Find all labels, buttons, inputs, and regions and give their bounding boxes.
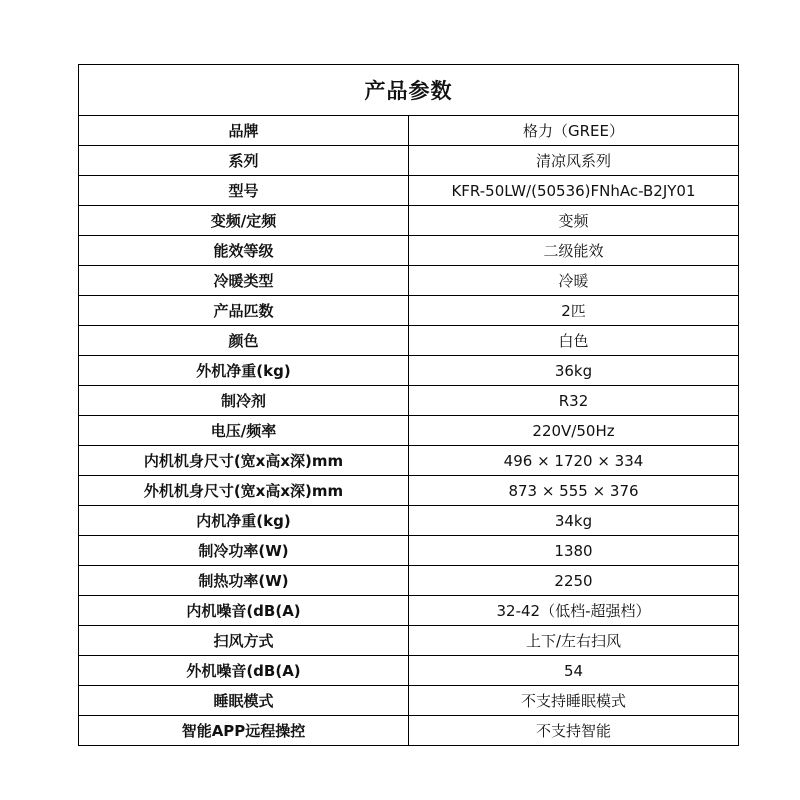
- spec-row-horsepower: [79, 296, 739, 326]
- spec-row-heating-type: [79, 266, 739, 296]
- product-spec-table: [78, 64, 739, 746]
- spec-row-brand: [79, 116, 739, 146]
- spec-row-heating-power: [79, 566, 739, 596]
- spec-row-outdoor-dimensions: [79, 476, 739, 506]
- spec-row-indoor-noise: [79, 596, 739, 626]
- spec-label: 制冷剂: [79, 386, 409, 416]
- spec-value: 变频: [409, 206, 739, 236]
- spec-label: 系列: [79, 146, 409, 176]
- spec-row-app-control: [79, 716, 739, 746]
- spec-label: 睡眠模式: [79, 686, 409, 716]
- spec-label: 电压/频率: [79, 416, 409, 446]
- spec-label: 变频/定频: [79, 206, 409, 236]
- spec-label: 制冷功率(W): [79, 536, 409, 566]
- spec-row-model: [79, 176, 739, 206]
- spec-value: 二级能效: [409, 236, 739, 266]
- spec-table-body: [79, 65, 739, 746]
- spec-row-voltage: [79, 416, 739, 446]
- spec-value: 冷暖: [409, 266, 739, 296]
- spec-label: 外机机身尺寸(宽x高x深)mm: [79, 476, 409, 506]
- spec-label: 内机净重(kg): [79, 506, 409, 536]
- spec-value: R32: [409, 386, 739, 416]
- spec-label: 外机噪音(dB(A): [79, 656, 409, 686]
- spec-value: KFR-50LW/(50536)FNhAc-B2JY01: [409, 176, 739, 206]
- spec-label: 内机噪音(dB(A): [79, 596, 409, 626]
- spec-row-swing-mode: [79, 626, 739, 656]
- spec-label: 型号: [79, 176, 409, 206]
- spec-value: 2250: [409, 566, 739, 596]
- spec-row-energy-rating: [79, 236, 739, 266]
- spec-label: 冷暖类型: [79, 266, 409, 296]
- spec-value: 白色: [409, 326, 739, 356]
- spec-label: 智能APP远程操控: [79, 716, 409, 746]
- table-title: 产品参数: [79, 65, 739, 116]
- spec-value: 不支持智能: [409, 716, 739, 746]
- spec-value: 36kg: [409, 356, 739, 386]
- spec-label: 品牌: [79, 116, 409, 146]
- spec-row-series: [79, 146, 739, 176]
- spec-value: 873 × 555 × 376: [409, 476, 739, 506]
- spec-row-refrigerant: [79, 386, 739, 416]
- spec-value: 32-42（低档-超强档）: [409, 596, 739, 626]
- spec-value: 上下/左右扫风: [409, 626, 739, 656]
- spec-row-cooling-power: [79, 536, 739, 566]
- spec-value: 54: [409, 656, 739, 686]
- spec-value: 34kg: [409, 506, 739, 536]
- spec-row-indoor-dimensions: [79, 446, 739, 476]
- spec-label: 产品匹数: [79, 296, 409, 326]
- spec-row-inverter: [79, 206, 739, 236]
- title-row: [79, 65, 739, 116]
- spec-label: 外机净重(kg): [79, 356, 409, 386]
- spec-row-outdoor-noise: [79, 656, 739, 686]
- spec-value: 2匹: [409, 296, 739, 326]
- spec-label: 能效等级: [79, 236, 409, 266]
- spec-value: 不支持睡眠模式: [409, 686, 739, 716]
- spec-row-sleep-mode: [79, 686, 739, 716]
- spec-value: 220V/50Hz: [409, 416, 739, 446]
- spec-row-outdoor-weight: [79, 356, 739, 386]
- spec-value: 清凉风系列: [409, 146, 739, 176]
- spec-label: 扫风方式: [79, 626, 409, 656]
- spec-value: 1380: [409, 536, 739, 566]
- spec-value: 格力（GREE）: [409, 116, 739, 146]
- spec-label: 制热功率(W): [79, 566, 409, 596]
- spec-label: 颜色: [79, 326, 409, 356]
- spec-row-color: [79, 326, 739, 356]
- spec-label: 内机机身尺寸(宽x高x深)mm: [79, 446, 409, 476]
- spec-value: 496 × 1720 × 334: [409, 446, 739, 476]
- spec-row-indoor-weight: [79, 506, 739, 536]
